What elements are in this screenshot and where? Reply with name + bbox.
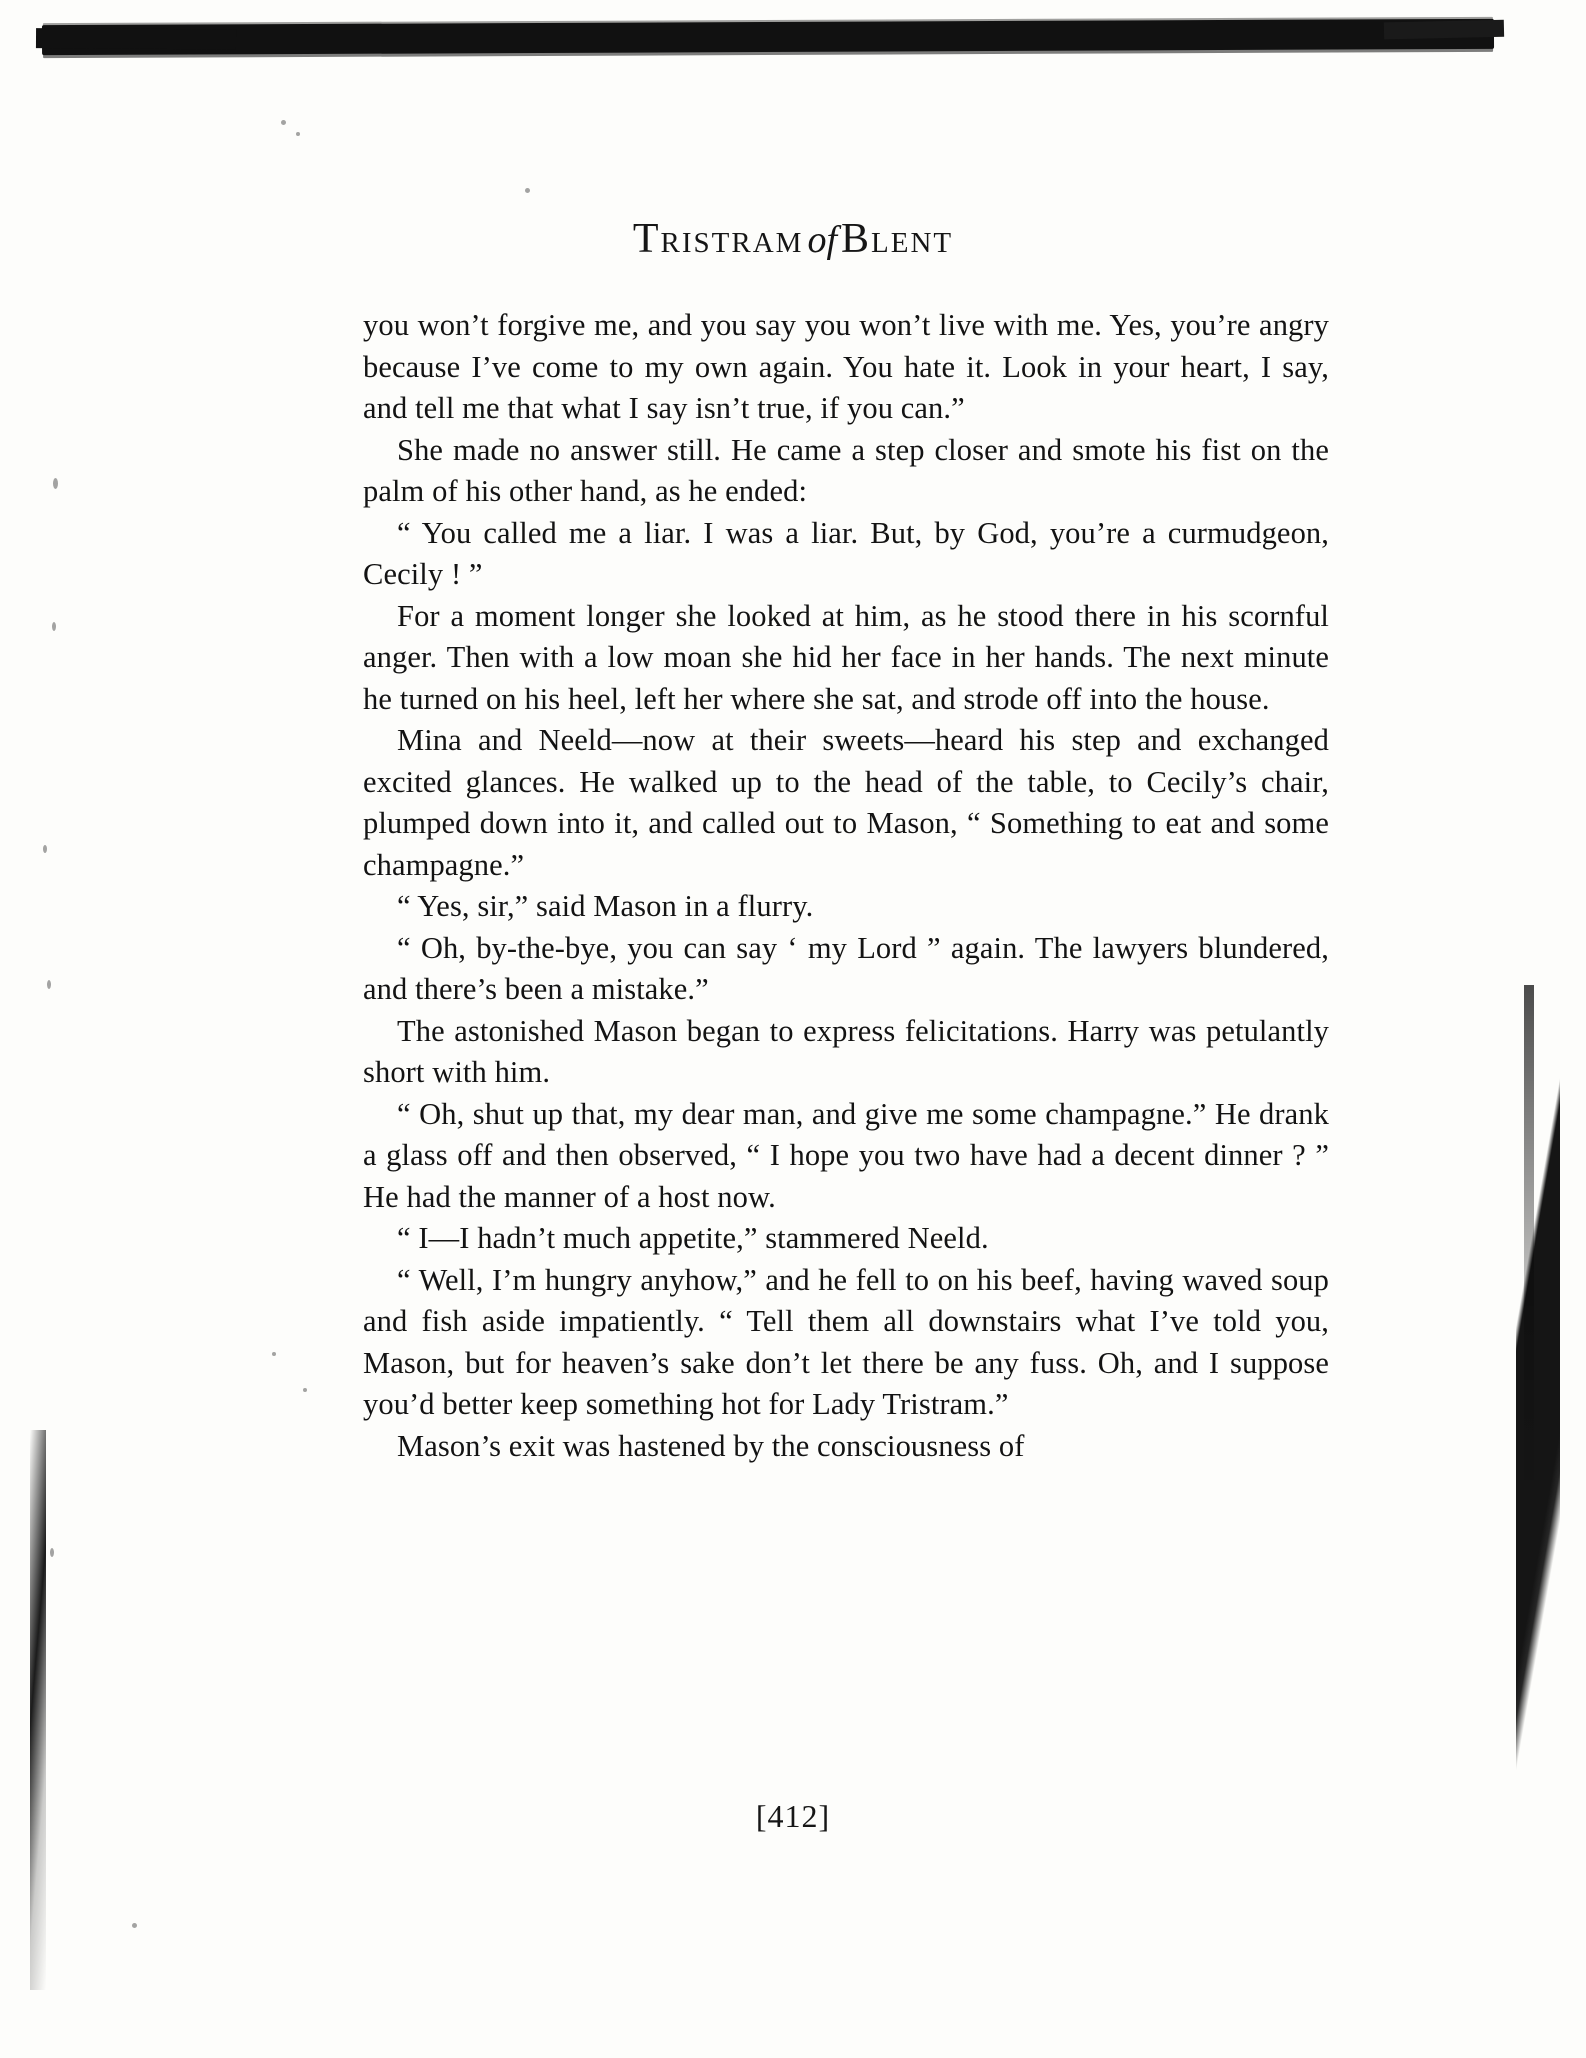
page-speck [132,1923,137,1928]
paragraph: She made no answer still. He came a step closer and smote his fist on the palm of his other hand, as he ended: [363,432,1329,508]
paragraph: “ Oh, by-the-bye, you can say ‘ my Lord ” again. The lawyers blundered, and there’s been a mistake.” [363,930,1329,1006]
running-head-title-part1: Tristram [632,216,804,262]
body-text-column [363,305,1329,1467]
page-number: [412] [755,1798,831,1834]
paragraph: Mina and Neeld—now at their sweets—heard his step and exchanged excited glances. He walked up to the head of the table, to Cecily’s chair, plumped down into it, and called out to Mason, “ Something to eat and some champagne.” [363,723,1329,882]
page-speck [272,1352,276,1356]
page-speck [43,845,47,853]
left-edge-scan-artifact [30,1430,46,1990]
page-speck [47,980,51,989]
page-speck [50,1548,54,1557]
page-speck [525,188,530,193]
page-speck [281,120,286,125]
right-edge-scan-artifact [1516,960,1560,2020]
paragraph: “ I—I hadn’t much appetite,” stammered Neeld. [397,1221,989,1255]
paragraph: Mason’s exit was hastened by the consciousness of [397,1428,1025,1463]
paragraph: The astonished Mason began to express felicitations. Harry was petulantly short with him. [363,1013,1329,1089]
right-edge-scan-artifact-secondary [1524,985,1534,1505]
page-speck [52,622,56,631]
page-speck [296,132,300,136]
running-head-title-part2: Blent [841,216,954,262]
running-head [0,215,1586,263]
paragraph: “ Well, I’m hungry anyhow,” and he fell to on his beef, having waved soup and fish aside impatiently. “ Tell them all downstairs what I’ve told you, Mason, but for heaven’s sake don’t let there be any fuss. Oh, and I suppose you’d better keep something hot for Lady Tristram.” [363,1262,1329,1421]
paragraph: For a moment longer she looked at him, as he stood there in his scornful anger. Then with a low moan she hid her face in her hands. The next minute he turned on his heel, left her where she sat, and strode off into the house. [363,598,1329,716]
paragraph: “ You called me a liar. I was a liar. But, by God, you’re a curmudgeon, Cecily ! ” [363,515,1329,591]
paragraph: you won’t forgive me, and you say you won’t live with me. Yes, you’re angry because I’ve come to my own again. You hate it. Look in your heart, I say, and tell me that what I say isn’t true, if you can.” [363,308,1329,425]
paragraph: “ Yes, sir,” said Mason in a flurry. [397,889,814,923]
top-edge-scan-artifact [42,19,1494,55]
page-speck [53,478,58,489]
running-head-title-italic: of [807,219,838,261]
page-speck [303,1388,307,1392]
paragraph: “ Oh, shut up that, my dear man, and give me some champagne.” He drank a glass off and then observed, “ I hope you two have had a decent dinner ? ” He had the manner of a host now. [363,1096,1329,1214]
